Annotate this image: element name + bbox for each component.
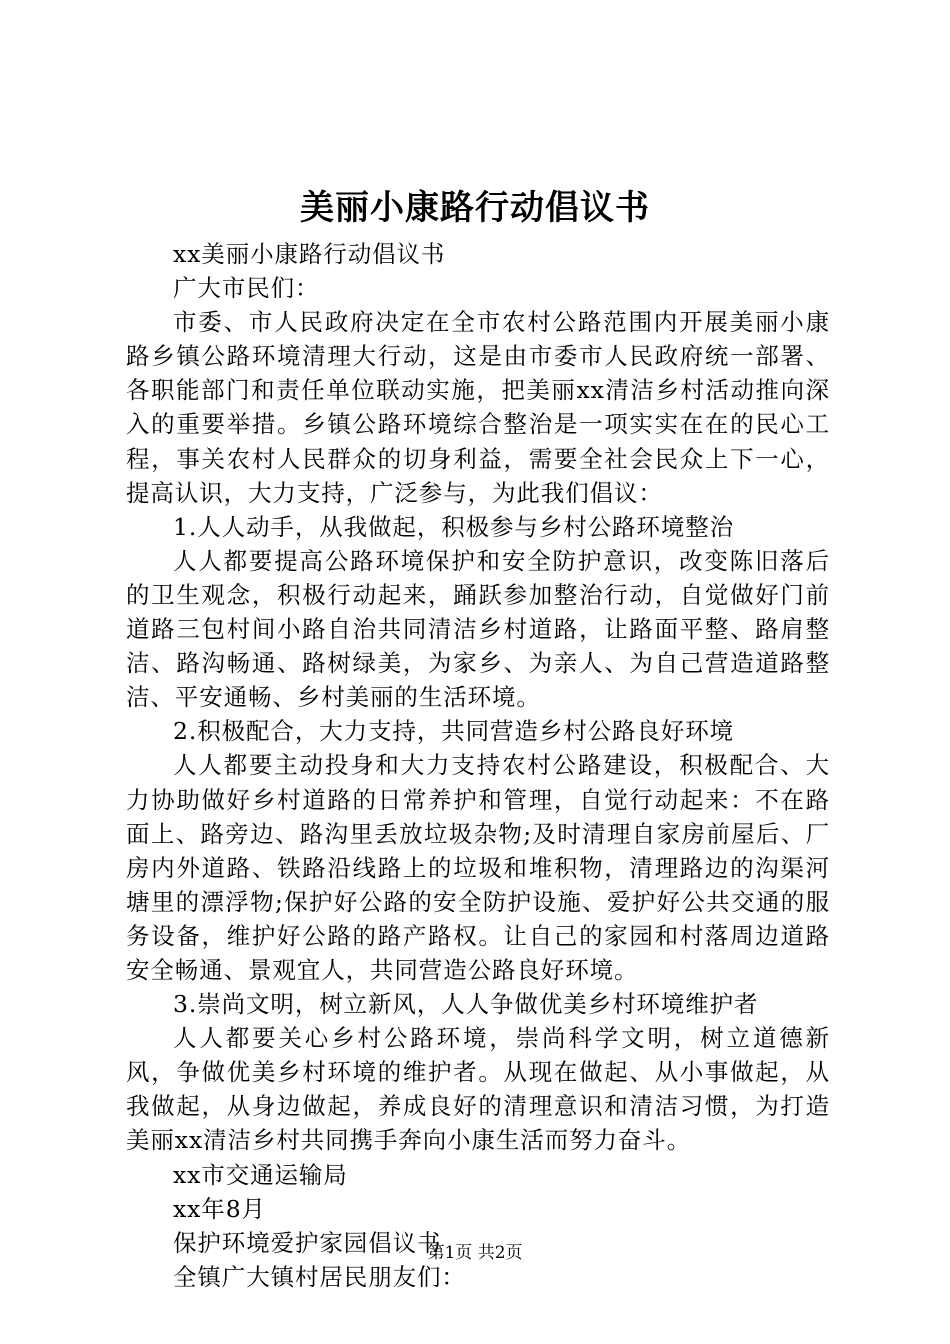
paragraph-body-3: 人人都要关心乡村公路环境，崇尚科学文明，树立道德新风，争做优美乡村环境的维护者。从现在做起、从小事做起，从我做起，从身边做起，养成良好的清理意识和清洁习惯，为打造美丽xx清洁乡村共同携手奔向小康生活而努力奋斗。 — [126, 1024, 830, 1155]
paragraph-next-salutation: 全镇广大镇村居民朋友们： — [173, 1262, 466, 1291]
paragraph-signature-org: xx市交通运输局 — [173, 1160, 348, 1189]
document-body — [126, 237, 830, 1294]
paragraph-salutation: 广大市民们： — [173, 274, 320, 303]
paragraph-body-2: 人人都要主动投身和大力支持农村公路建设，积极配合、大力协助做好乡村道路的日常养护和管理，自觉行动起来：不在路面上、路旁边、路沟里丢放垃圾杂物;及时清理自家房前屋后、厂房内外道路、铁路沿线路上的垃圾和堆积物，清理路边的沟渠河塘里的漂浮物;保护好公路的安全防护设施、爱护好公共交通的服务设备，维护好公路的路产路权。让自己的家园和村落周边道路安全畅通、景观宜人，共同营造公路良好环境。 — [126, 751, 830, 984]
paragraph-signature-date: xx年8月 — [173, 1194, 266, 1223]
paragraph-heading-2: 2.积极配合，大力支持，共同营造乡村公路良好环境 — [173, 717, 735, 746]
paragraph-next-title: 保护环境爱护家园倡议书 — [173, 1228, 442, 1257]
paragraph-heading-1: 1.人人动手，从我做起，积极参与乡村公路环境整治 — [173, 512, 735, 541]
paragraph-subtitle: xx美丽小康路行动倡议书 — [173, 240, 446, 268]
paragraph-heading-3: 3.崇尚文明，树立新风，人人争做优美乡村环境维护者 — [173, 990, 759, 1019]
paragraph-body-1: 人人都要提高公路环境保护和安全防护意识，改变陈旧落后的卫生观念，积极行动起来，踊跃参加整治行动，自觉做好门前道路三包村间小路自治共同清洁乡村道路，让路面平整、路肩整洁、路沟畅通、路树绿美，为家乡、为亲人、为自己营造道路整洁、平安通畅、乡村美丽的生活环境。 — [126, 546, 830, 712]
document-title: 美丽小康路行动倡议书 — [300, 188, 650, 228]
paragraph-intro: 市委、市人民政府决定在全市农村公路范围内开展美丽小康路乡镇公路环境清理大行动，这是由市委市人民政府统一部署、各职能部门和责任单位联动实施，把美丽xx清洁乡村活动推向深入的重要举措。乡镇公路环境综合整治是一项实实在在的民心工程，事关农村人民群众的切身利益，需要全社会民众上下一心，提高认识，大力支持，广泛参与，为此我们倡议： — [126, 308, 830, 507]
page-number-footer: 第1页 共2页 — [427, 1243, 523, 1263]
